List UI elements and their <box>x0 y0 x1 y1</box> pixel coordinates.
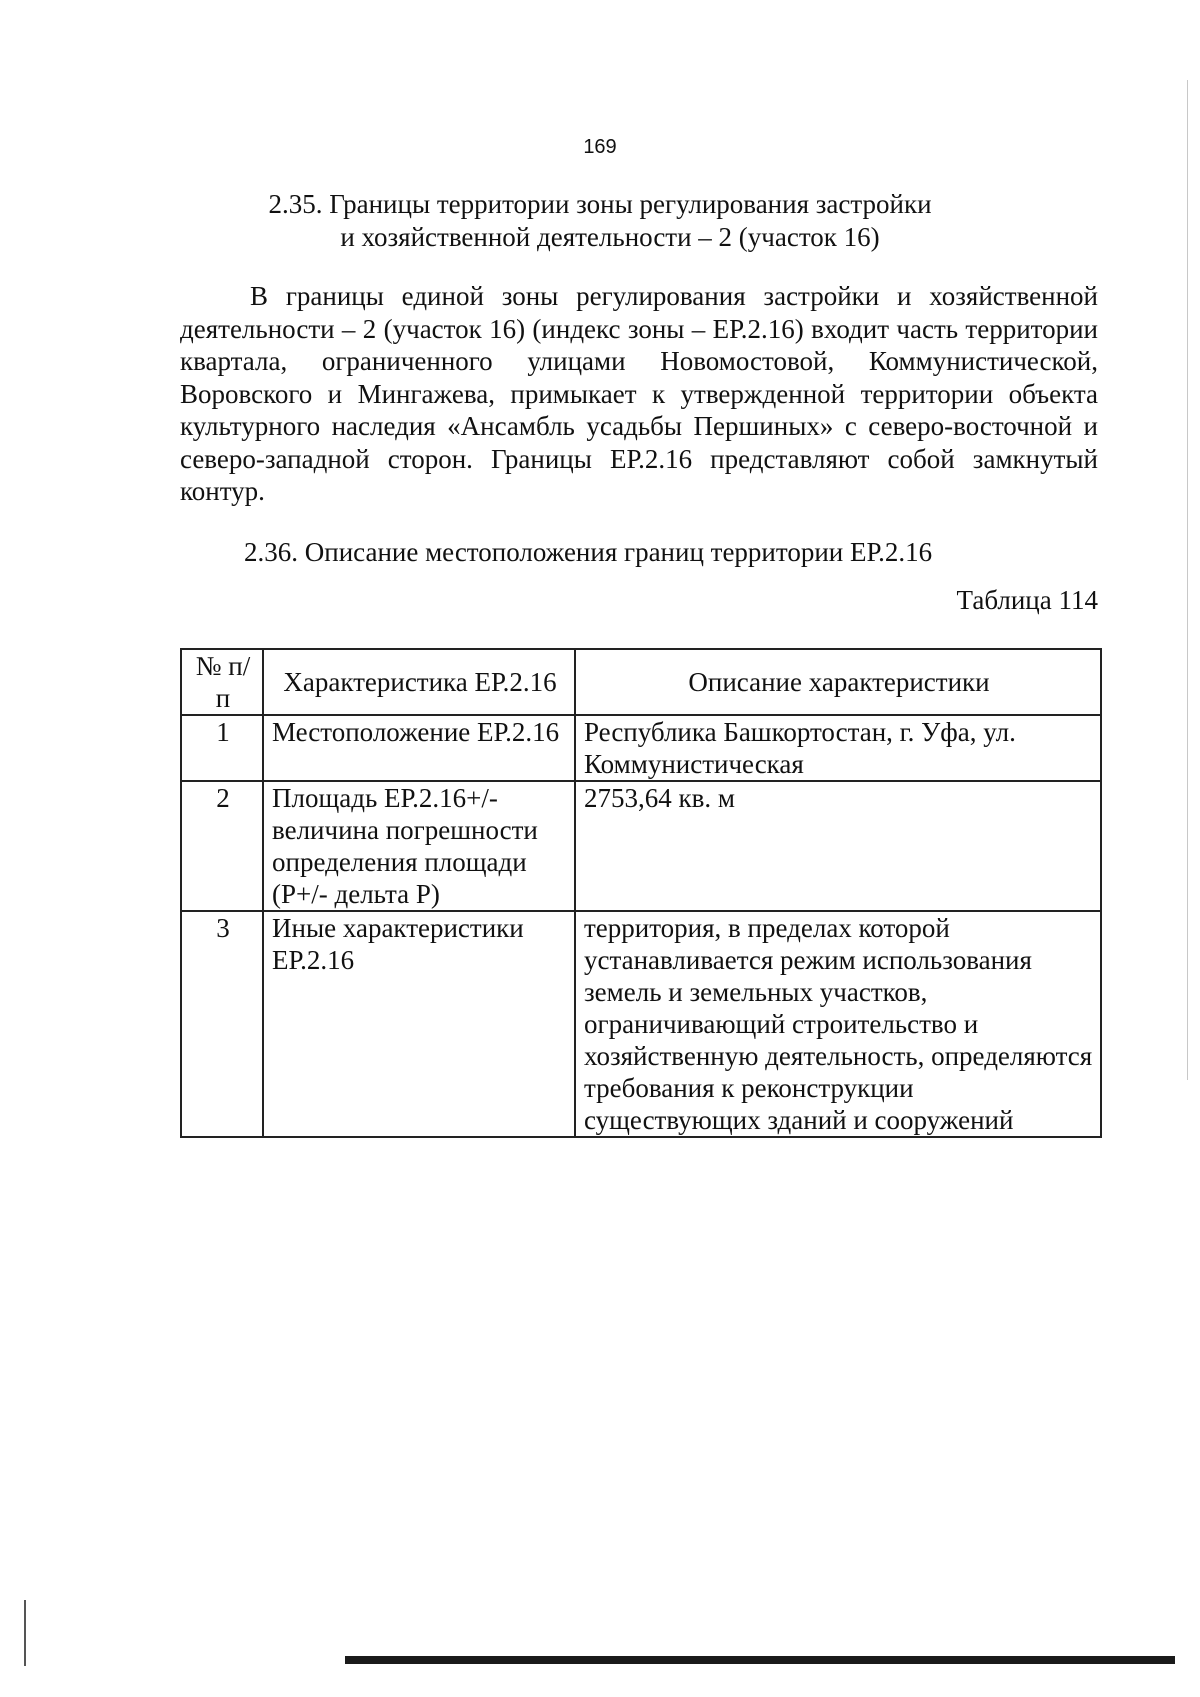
row-characteristic: Площадь ЕР.2.16+/- величина погрешности определения площади (Р+/- дельта Р) <box>263 781 575 911</box>
table-row <box>181 715 1101 781</box>
row-characteristic: Иные характеристики ЕР.2.16 <box>263 911 575 1137</box>
row-description: территория, в пределах которой устанавливается режим использования земель и земельных участков, ограничивающий строительство и хозяйственную деятельность, определяются требования к реконструкции существующих зданий и сооружений <box>575 911 1101 1137</box>
characteristics-table <box>180 648 1102 1138</box>
page-number: 169 <box>583 136 617 158</box>
row-description: 2753,64 кв. м <box>575 781 1101 911</box>
header-description: Описание характеристики <box>575 649 1101 715</box>
table-row <box>181 781 1101 911</box>
scan-edge-bar-bottom <box>345 1656 1175 1664</box>
section-heading-line-2: и хозяйственной деятельности – 2 (участок 16) <box>340 222 880 252</box>
section-heading-2-36: 2.36. Описание местоположения границ территории ЕР.2.16 <box>244 537 933 567</box>
table-caption: Таблица 114 <box>956 585 1098 615</box>
table-row <box>181 911 1101 1137</box>
row-num: 2 <box>181 781 263 911</box>
section-heading-line-1: 2.35. Границы территории зоны регулирования застройки <box>268 189 932 219</box>
row-num: 3 <box>181 911 263 1137</box>
table-header-row <box>181 649 1101 715</box>
row-characteristic: Местоположение ЕР.2.16 <box>263 715 575 781</box>
row-description: Республика Башкортостан, г. Уфа, ул. Коммунистическая <box>575 715 1101 781</box>
scan-edge-line-left <box>24 1600 26 1666</box>
header-num: № п/п <box>181 649 263 715</box>
section-heading-2-35 <box>0 188 1200 254</box>
scan-edge-line-right <box>1187 80 1188 1080</box>
header-characteristic: Характеристика ЕР.2.16 <box>263 649 575 715</box>
body-paragraph: В границы единой зоны регулирования застройки и хозяйственной деятельности – 2 (участок 16) (индекс зоны – ЕР.2.16) входит часть территории квартала, ограниченного улицами Новомостовой, Коммунистической, Воровского и Мингажева, примыкает к утвержденной территории объекта культурного наследия «Ансамбль усадьбы Першиных» с северо-восточной и северо-западной сторон. Границы ЕР.2.16 представляют собой замкнутый контур. <box>180 281 1098 506</box>
row-num: 1 <box>181 715 263 781</box>
